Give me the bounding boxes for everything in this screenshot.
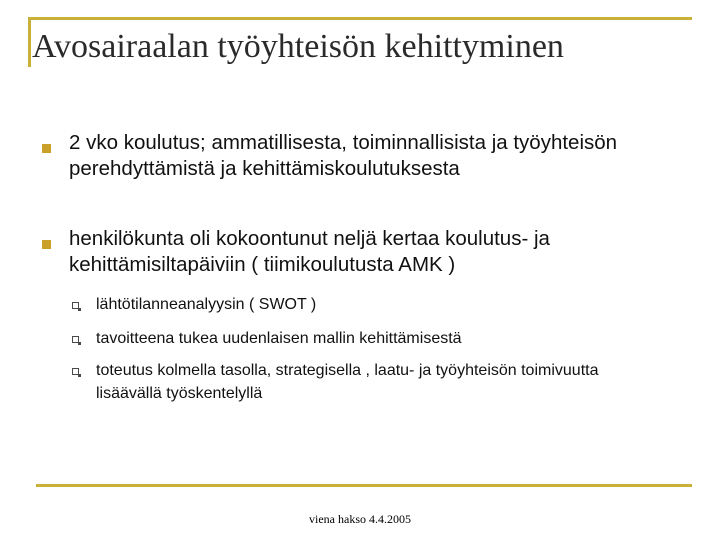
square-bullet-icon — [42, 240, 51, 249]
title-frame-top-rule — [28, 17, 692, 20]
sub-bullet-text-2: tavoitteena tukea uudenlaisen mallin kehittämisestä — [96, 330, 462, 347]
square-bullet-icon — [42, 144, 51, 153]
hollow-square-bullet-icon — [72, 302, 79, 309]
sub-bullet-text-1: lähtötilanneanalyysin ( SWOT ) — [96, 296, 317, 313]
footer-rule — [36, 484, 692, 487]
title-frame-left-rule — [28, 17, 31, 67]
sub-bullet-text-3: toteutus kolmella tasolla, strategisella , laatu- ja työyhteisön toimivuutta lisäävällä työskentelyllä — [96, 362, 599, 402]
slide-title: Avosairaalan työyhteisön kehittyminen — [32, 28, 564, 65]
bullet-text-2: henkilökunta oli kokoontunut neljä kertaa koulutus- ja kehittämisiltapäiviin ( tiimikoulutusta AMK ) — [69, 227, 550, 276]
footer-author-date: viena hakso 4.4.2005 — [309, 512, 411, 526]
bullet-text-1: 2 vko koulutus; ammatillisesta, toiminnallisista ja työyhteisön perehdyttämistä ja kehittämiskoulutuksesta — [69, 131, 618, 180]
hollow-square-bullet-icon — [72, 336, 79, 343]
hollow-square-bullet-icon — [72, 368, 79, 375]
